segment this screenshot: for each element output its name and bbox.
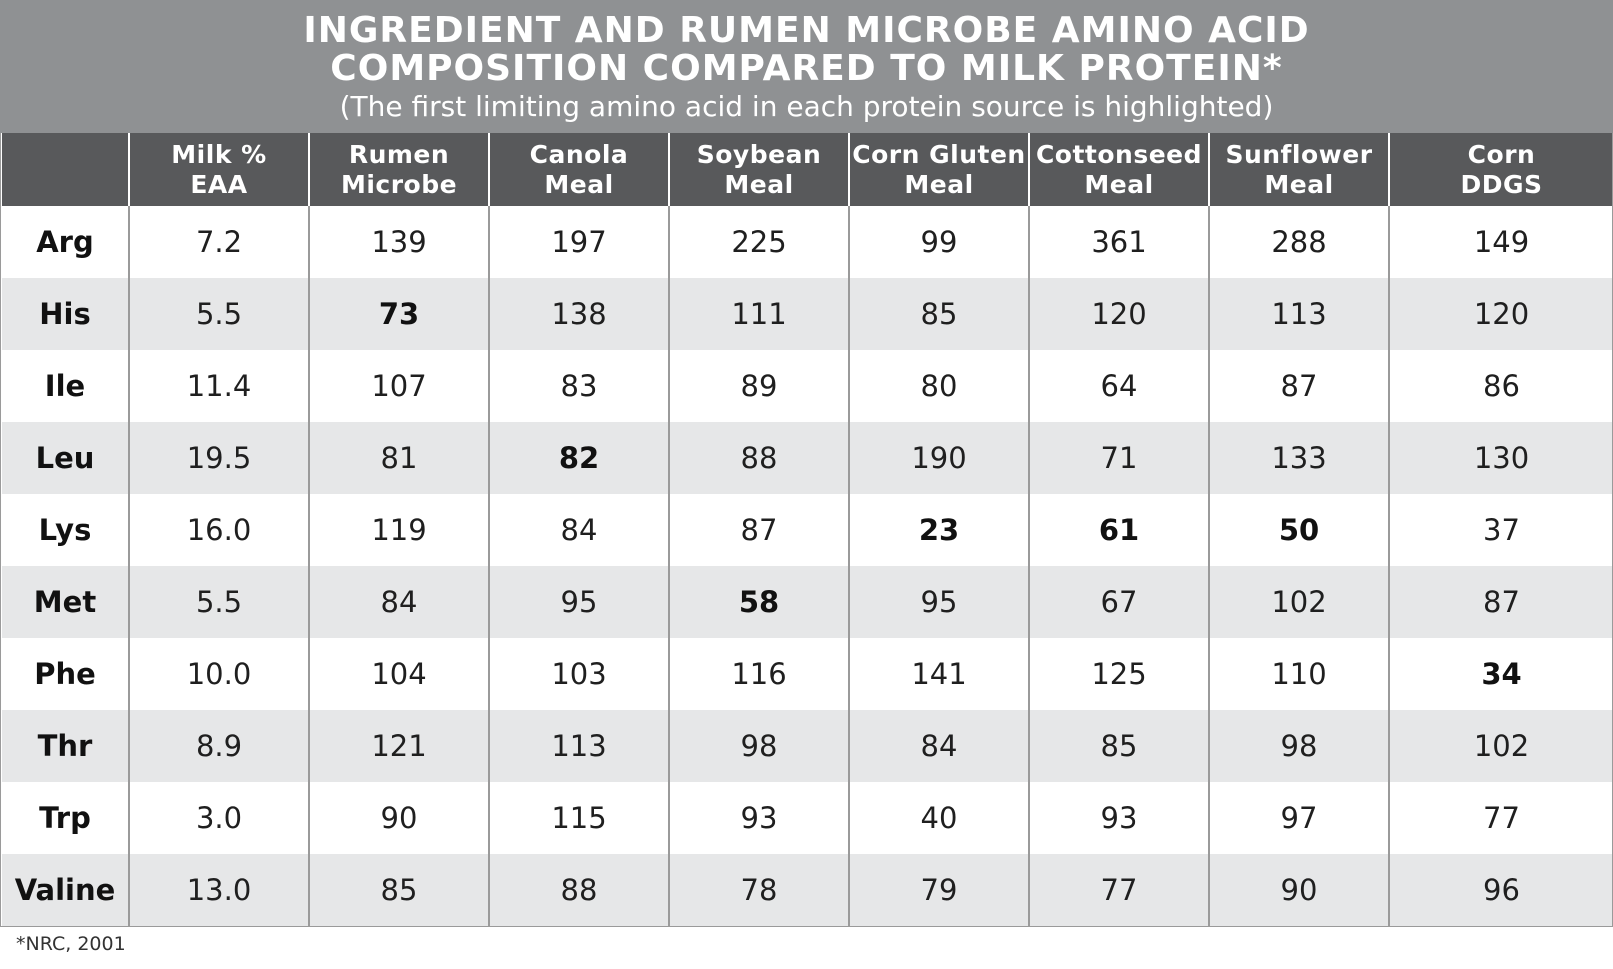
column-header bbox=[2, 133, 129, 206]
value-cell: 139 bbox=[309, 206, 489, 278]
limiting-value-cell: 34 bbox=[1389, 638, 1613, 710]
column-header bbox=[849, 133, 1029, 206]
value-cell: 87 bbox=[1389, 566, 1613, 638]
column-header-line-2: Meal bbox=[1264, 169, 1334, 199]
limiting-value-cell: 61 bbox=[1029, 494, 1209, 566]
value-cell: 10.0 bbox=[129, 638, 309, 710]
value-cell: 77 bbox=[1029, 854, 1209, 926]
column-header-line-1: Rumen bbox=[348, 139, 450, 169]
column-header-line-2: DDGS bbox=[1460, 169, 1543, 199]
value-cell: 13.0 bbox=[129, 854, 309, 926]
value-cell: 84 bbox=[489, 494, 669, 566]
table-row bbox=[2, 494, 1613, 566]
table-row bbox=[2, 854, 1613, 926]
value-cell: 78 bbox=[669, 854, 849, 926]
footnote: *NRC, 2001 bbox=[16, 933, 126, 955]
value-cell: 40 bbox=[849, 782, 1029, 854]
row-label: Met bbox=[2, 566, 129, 638]
row-label: Leu bbox=[2, 422, 129, 494]
value-cell: 98 bbox=[1209, 710, 1389, 782]
column-header bbox=[129, 133, 309, 206]
table-row bbox=[2, 278, 1613, 350]
limiting-value-cell: 58 bbox=[669, 566, 849, 638]
chart-subtitle: (The first limiting amino acid in each protein source is highlighted) bbox=[339, 90, 1274, 123]
value-cell: 88 bbox=[489, 854, 669, 926]
value-cell: 64 bbox=[1029, 350, 1209, 422]
value-cell: 130 bbox=[1389, 422, 1613, 494]
column-header-line-2: Meal bbox=[904, 169, 974, 199]
value-cell: 71 bbox=[1029, 422, 1209, 494]
row-label: Trp bbox=[2, 782, 129, 854]
row-label: Ile bbox=[2, 350, 129, 422]
value-cell: 98 bbox=[669, 710, 849, 782]
table-row bbox=[2, 782, 1613, 854]
table-row bbox=[2, 422, 1613, 494]
column-header-line-1: Milk % bbox=[171, 139, 267, 169]
value-cell: 67 bbox=[1029, 566, 1209, 638]
value-cell: 88 bbox=[669, 422, 849, 494]
value-cell: 149 bbox=[1389, 206, 1613, 278]
value-cell: 83 bbox=[489, 350, 669, 422]
value-cell: 104 bbox=[309, 638, 489, 710]
column-header bbox=[1389, 133, 1613, 206]
column-header-line-2: EAA bbox=[190, 169, 248, 199]
value-cell: 361 bbox=[1029, 206, 1209, 278]
value-cell: 119 bbox=[309, 494, 489, 566]
limiting-value-cell: 23 bbox=[849, 494, 1029, 566]
value-cell: 80 bbox=[849, 350, 1029, 422]
value-cell: 121 bbox=[309, 710, 489, 782]
value-cell: 87 bbox=[669, 494, 849, 566]
column-header bbox=[309, 133, 489, 206]
column-header-line-1: Corn bbox=[1467, 139, 1536, 169]
value-cell: 99 bbox=[849, 206, 1029, 278]
value-cell: 96 bbox=[1389, 854, 1613, 926]
value-cell: 84 bbox=[849, 710, 1029, 782]
column-header-line-1: Cottonseed bbox=[1035, 139, 1203, 169]
row-label: Thr bbox=[2, 710, 129, 782]
table-row bbox=[2, 638, 1613, 710]
value-cell: 86 bbox=[1389, 350, 1613, 422]
value-cell: 5.5 bbox=[129, 566, 309, 638]
value-cell: 133 bbox=[1209, 422, 1389, 494]
value-cell: 19.5 bbox=[129, 422, 309, 494]
value-cell: 37 bbox=[1389, 494, 1613, 566]
chart-title-line-2: COMPOSITION COMPARED TO MILK PROTEIN* bbox=[330, 48, 1283, 89]
value-cell: 85 bbox=[1029, 710, 1209, 782]
value-cell: 93 bbox=[669, 782, 849, 854]
value-cell: 5.5 bbox=[129, 278, 309, 350]
value-cell: 125 bbox=[1029, 638, 1209, 710]
row-label: His bbox=[2, 278, 129, 350]
row-label: Lys bbox=[2, 494, 129, 566]
value-cell: 77 bbox=[1389, 782, 1613, 854]
value-cell: 113 bbox=[1209, 278, 1389, 350]
value-cell: 138 bbox=[489, 278, 669, 350]
value-cell: 197 bbox=[489, 206, 669, 278]
value-cell: 84 bbox=[309, 566, 489, 638]
value-cell: 3.0 bbox=[129, 782, 309, 854]
value-cell: 93 bbox=[1029, 782, 1209, 854]
value-cell: 95 bbox=[489, 566, 669, 638]
table-row bbox=[2, 710, 1613, 782]
value-cell: 141 bbox=[849, 638, 1029, 710]
value-cell: 102 bbox=[1389, 710, 1613, 782]
value-cell: 97 bbox=[1209, 782, 1389, 854]
row-label: Arg bbox=[2, 206, 129, 278]
limiting-value-cell: 50 bbox=[1209, 494, 1389, 566]
column-header-line-1: Sunflower bbox=[1225, 139, 1373, 169]
value-cell: 90 bbox=[309, 782, 489, 854]
value-cell: 85 bbox=[309, 854, 489, 926]
value-cell: 115 bbox=[489, 782, 669, 854]
value-cell: 8.9 bbox=[129, 710, 309, 782]
value-cell: 110 bbox=[1209, 638, 1389, 710]
value-cell: 103 bbox=[489, 638, 669, 710]
column-header-line-2: Meal bbox=[544, 169, 614, 199]
value-cell: 225 bbox=[669, 206, 849, 278]
value-cell: 190 bbox=[849, 422, 1029, 494]
value-cell: 116 bbox=[669, 638, 849, 710]
table-header-row bbox=[2, 133, 1613, 206]
column-header-line-2: Microbe bbox=[340, 169, 458, 199]
amino-acid-table bbox=[2, 133, 1613, 926]
value-cell: 107 bbox=[309, 350, 489, 422]
value-cell: 95 bbox=[849, 566, 1029, 638]
value-cell: 87 bbox=[1209, 350, 1389, 422]
limiting-value-cell: 82 bbox=[489, 422, 669, 494]
value-cell: 81 bbox=[309, 422, 489, 494]
value-cell: 120 bbox=[1029, 278, 1209, 350]
limiting-value-cell: 73 bbox=[309, 278, 489, 350]
row-label: Valine bbox=[2, 854, 129, 926]
chart-title-line-1: INGREDIENT AND RUMEN MICROBE AMINO ACID bbox=[303, 10, 1310, 51]
value-cell: 288 bbox=[1209, 206, 1389, 278]
value-cell: 90 bbox=[1209, 854, 1389, 926]
column-header-line-1: Canola bbox=[529, 139, 629, 169]
column-header-line-1: Corn Gluten bbox=[852, 139, 1026, 169]
column-header bbox=[1029, 133, 1209, 206]
value-cell: 102 bbox=[1209, 566, 1389, 638]
table-row bbox=[2, 566, 1613, 638]
value-cell: 16.0 bbox=[129, 494, 309, 566]
column-header bbox=[669, 133, 849, 206]
column-header bbox=[1209, 133, 1389, 206]
row-label: Phe bbox=[2, 638, 129, 710]
column-header-line-1: Soybean bbox=[696, 139, 822, 169]
table-body bbox=[2, 206, 1613, 926]
column-header bbox=[489, 133, 669, 206]
value-cell: 111 bbox=[669, 278, 849, 350]
column-header-line-2: Meal bbox=[1084, 169, 1154, 199]
table-row bbox=[2, 206, 1613, 278]
value-cell: 89 bbox=[669, 350, 849, 422]
value-cell: 79 bbox=[849, 854, 1029, 926]
title-band bbox=[0, 0, 1613, 133]
value-cell: 7.2 bbox=[129, 206, 309, 278]
value-cell: 85 bbox=[849, 278, 1029, 350]
column-header-line-2: Meal bbox=[724, 169, 794, 199]
value-cell: 113 bbox=[489, 710, 669, 782]
value-cell: 120 bbox=[1389, 278, 1613, 350]
value-cell: 11.4 bbox=[129, 350, 309, 422]
table-row bbox=[2, 350, 1613, 422]
